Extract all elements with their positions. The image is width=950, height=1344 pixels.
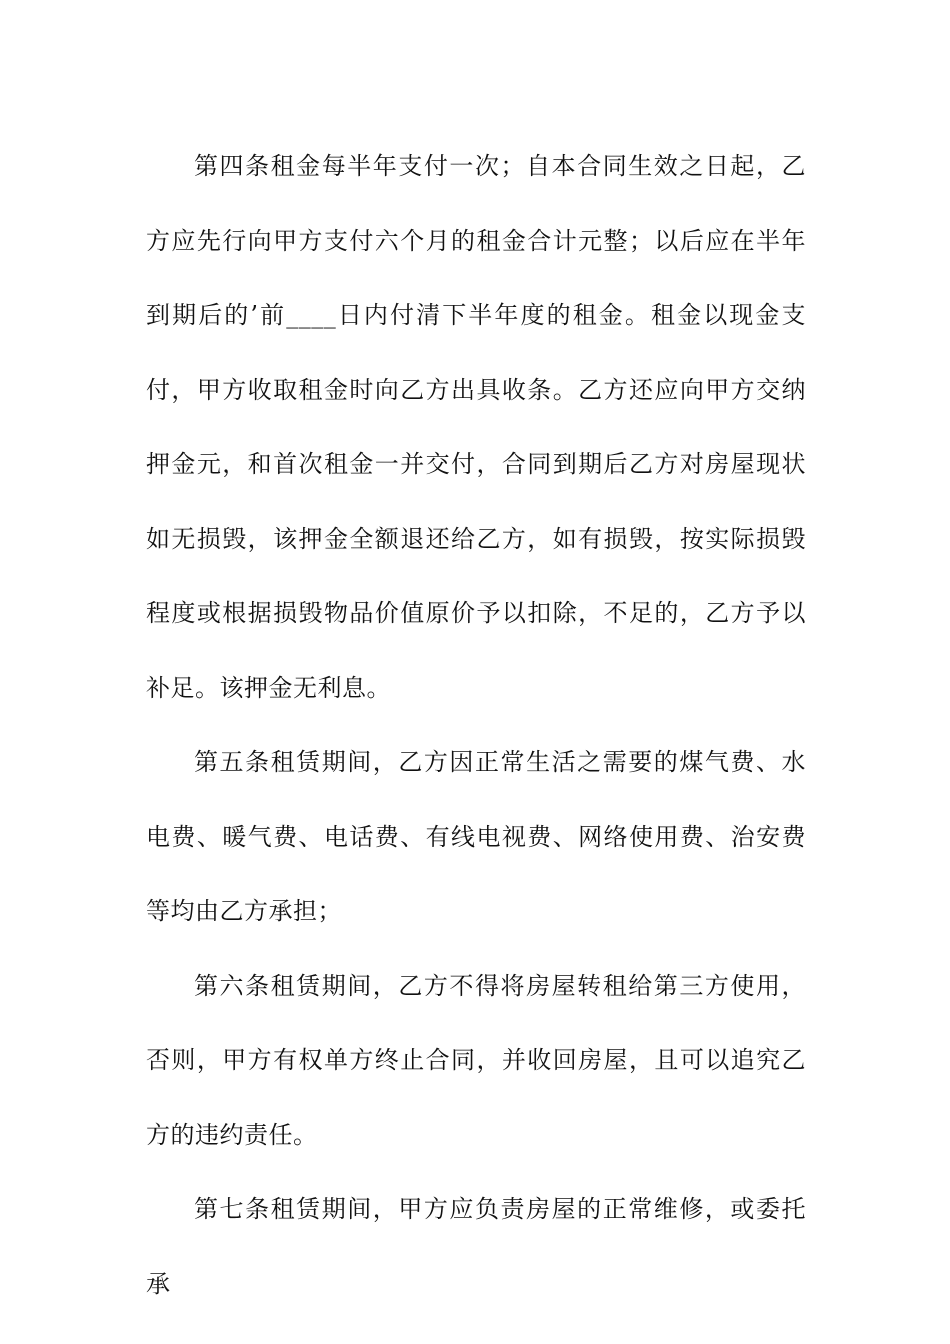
paragraph-article-4: 第四条租金每半年支付一次；自本合同生效之日起，乙方应先行向甲方支付六个月的租金合计元整；以后应在半年到期后的’前____日内付清下半年度的租金。租金以现金支付，甲方收取租金时向乙方出具收条。乙方还应向甲方交纳押金元，和首次租金一并交付，合同到期后乙方对房屋现状如无损毁，该押金全额退还给乙方，如有损毁，按实际损毁程度或根据损毁物品价值原价予以扣除，不足的，乙方予以补足。该押金无利息。 <box>146 152 806 702</box>
document-body <box>146 129 806 1321</box>
paragraph-article-7: 第七条租赁期间，甲方应负责房屋的正常维修，或委托承 <box>146 1195 806 1298</box>
paragraph-article-5: 第五条租赁期间，乙方因正常生活之需要的煤气费、水电费、暖气费、电话费、有线电视费、网络使用费、治安费等均由乙方承担； <box>146 748 806 925</box>
paragraph-article-6: 第六条租赁期间，乙方不得将房屋转租给第三方使用，否则，甲方有权单方终止合同，并收回房屋，且可以追究乙方的违约责任。 <box>146 971 806 1149</box>
